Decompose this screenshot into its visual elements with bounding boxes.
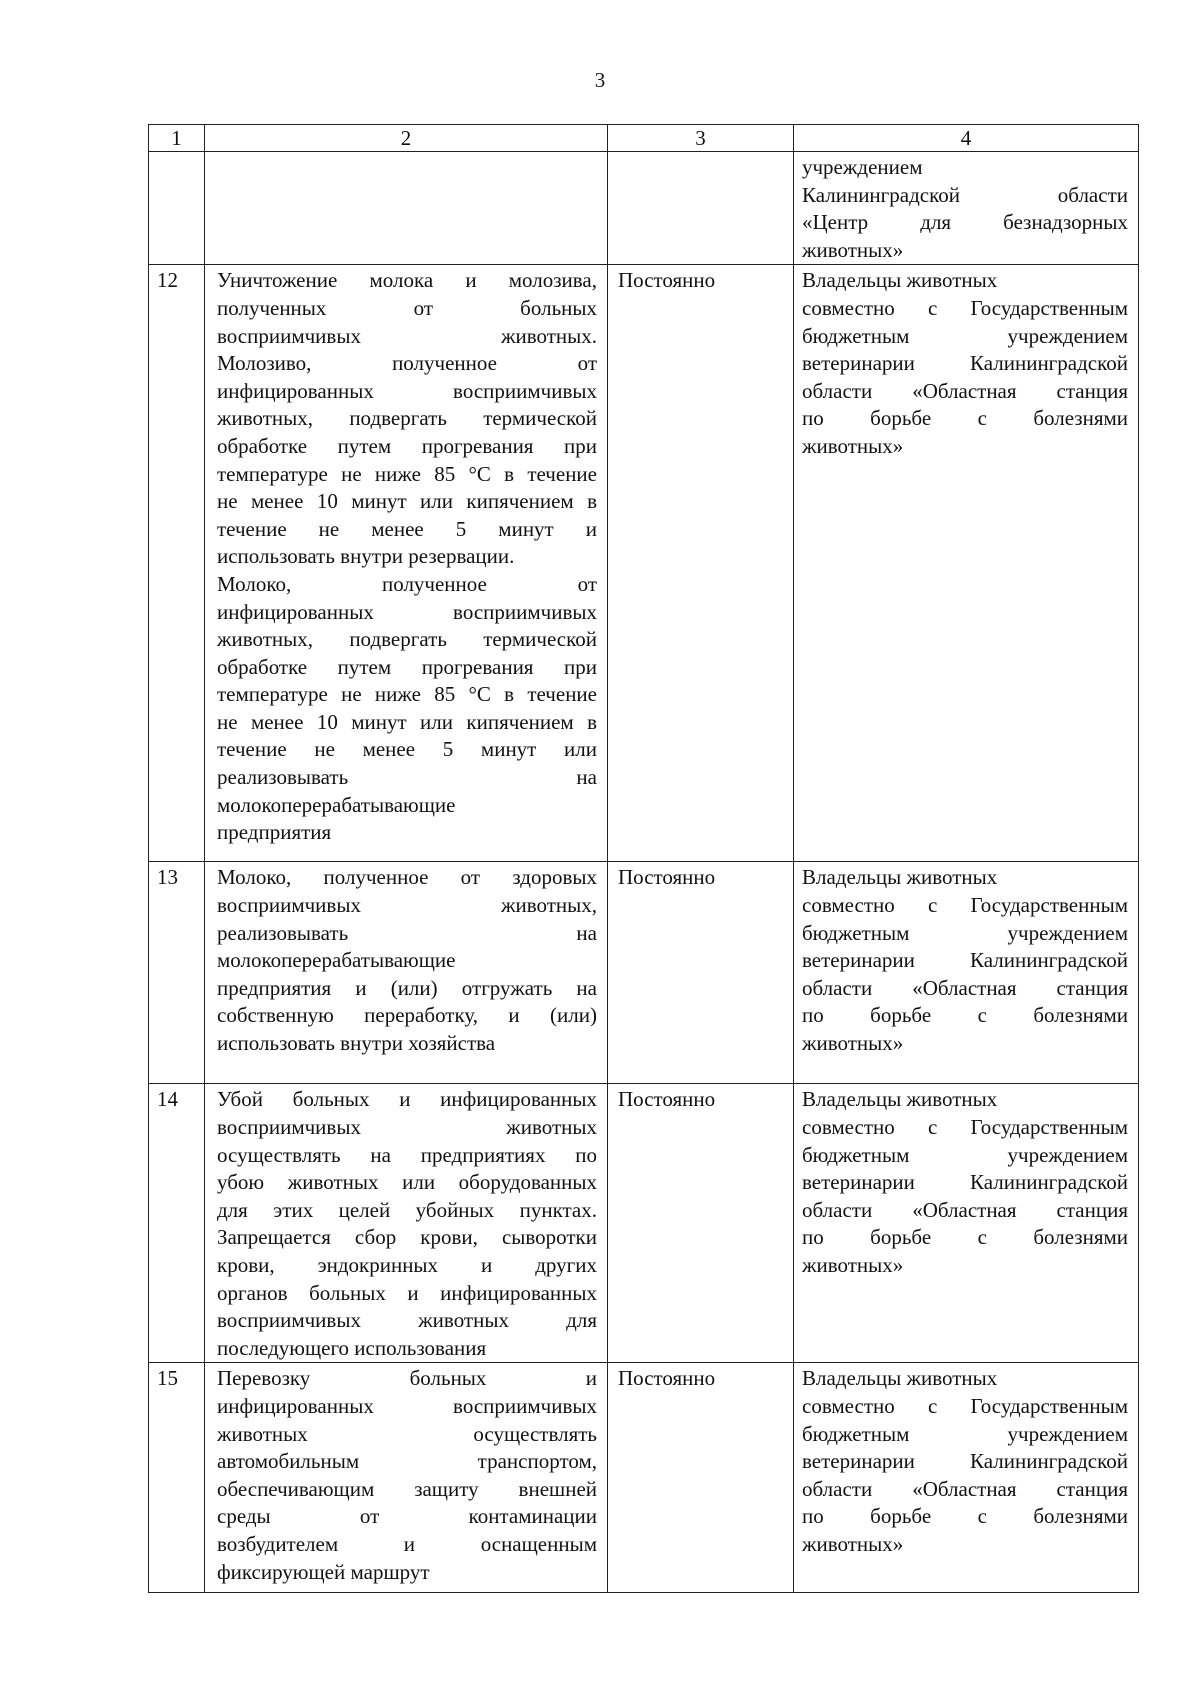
action-line: возбудителем и оснащенным [217, 1531, 597, 1556]
action-line: фиксирующей маршрут [217, 1559, 430, 1584]
responsible-line: совместно с Государственным [802, 1393, 1128, 1418]
responsible-line: ветеринарии Калининградской [802, 351, 1128, 376]
responsible-line: бюджетным учреждением [802, 1421, 1128, 1446]
responsible-cell [794, 152, 1139, 265]
term-cell: Постоянно [608, 1084, 794, 1363]
row-number: 14 [149, 1084, 205, 1363]
responsible-line: по борьбе с болезнями [802, 406, 1128, 431]
responsible-line: области «Областная станция [802, 1197, 1128, 1222]
action-line: осуществлять на предприятиях по [217, 1142, 597, 1167]
responsible-line: по борьбе с болезнями [802, 1225, 1128, 1250]
responsible-line: совместно с Государственным [802, 1114, 1128, 1139]
action-line: обеспечивающим защиту внешней [217, 1476, 597, 1501]
action-line: инфицированных восприимчивых [217, 378, 597, 403]
action-line: инфицированных восприимчивых [217, 599, 597, 624]
action-line: Молоко, полученное от [217, 571, 597, 596]
measures-table [148, 124, 1139, 1593]
responsible-line: Владельцы животных [802, 1366, 998, 1391]
responsible-cell [794, 862, 1139, 1084]
row-number: 13 [149, 862, 205, 1084]
responsible-cell [794, 265, 1139, 862]
action-line: полученных от больных [217, 295, 597, 320]
responsible-line: области «Областная станция [802, 975, 1128, 1000]
header-cell: 3 [608, 125, 794, 152]
action-line: Уничтожение молока и молозива, [217, 268, 597, 293]
table-header-row [149, 125, 1139, 152]
header-cell: 4 [794, 125, 1139, 152]
action-line: для этих целей убойных пунктах. [217, 1197, 597, 1222]
action-line: течение не менее 5 минут и [217, 516, 597, 541]
header-cell: 1 [149, 125, 205, 152]
action-line: животных, подвергать термической [217, 627, 597, 652]
responsible-cell [794, 1084, 1139, 1363]
action-line: животных, подвергать термической [217, 406, 597, 431]
action-line: обработке путем прогревания при [217, 433, 597, 458]
responsible-line: бюджетным учреждением [802, 920, 1128, 945]
term-cell [608, 152, 794, 265]
action-line: использовать внутри резервации. [217, 544, 515, 569]
action-cell [205, 862, 608, 1084]
action-line: Убой больных и инфицированных [217, 1087, 597, 1112]
term-cell: Постоянно [608, 1363, 794, 1593]
action-line: Перевозку больных и [217, 1366, 597, 1391]
table-row-continuation [149, 152, 1139, 265]
num-cell [149, 152, 205, 265]
responsible-line: ветеринарии Калининградской [802, 1170, 1128, 1195]
action-line: восприимчивых животных, [217, 892, 597, 917]
action-line: реализовывать на [217, 765, 597, 790]
responsible-line: животных» [802, 1030, 904, 1055]
responsible-line: ветеринарии Калининградской [802, 948, 1128, 973]
action-line: реализовывать на [217, 920, 597, 945]
responsible-line: совместно с Государственным [802, 295, 1128, 320]
action-line: собственную переработку, и (или) [217, 1003, 597, 1028]
action-line: молокоперерабатывающие [217, 792, 456, 817]
responsible-line: бюджетным учреждением [802, 323, 1128, 348]
table-row-12 [149, 265, 1139, 862]
action-line: восприимчивых животных. [217, 323, 597, 348]
responsible-line: бюджетным учреждением [802, 1142, 1128, 1167]
responsible-line: совместно с Государственным [802, 892, 1128, 917]
responsible-line: области «Областная станция [802, 1476, 1128, 1501]
responsible-line: ветеринарии Калининградской [802, 1449, 1128, 1474]
term-cell: Постоянно [608, 862, 794, 1084]
responsible-line: животных» [802, 1252, 904, 1277]
responsible-line: Владельцы животных [802, 865, 998, 890]
action-line: температуре не ниже 85 °С в течение [217, 461, 597, 486]
cell-line: «Центр для безнадзорных [802, 210, 1128, 235]
cell-line: животных» [802, 237, 904, 262]
action-line: крови, эндокринных и других [217, 1252, 597, 1277]
cell-line: учреждением [802, 155, 923, 179]
action-line: обработке путем прогревания при [217, 654, 597, 679]
responsible-line: животных» [802, 1531, 904, 1556]
cell-line: Калининградской области [802, 182, 1128, 207]
responsible-line: области «Областная станция [802, 378, 1128, 403]
action-line: восприимчивых животных для [217, 1308, 597, 1333]
responsible-line: животных» [802, 433, 904, 458]
action-cell [205, 1363, 608, 1593]
responsible-line: по борьбе с болезнями [802, 1504, 1128, 1529]
responsible-cell [794, 1363, 1139, 1593]
action-line: последующего использования [217, 1335, 487, 1360]
action-line: среды от контаминации [217, 1504, 597, 1529]
action-line: предприятия [217, 820, 332, 845]
action-line: убою животных или оборудованных [217, 1170, 597, 1195]
action-line: не менее 10 минут или кипячением в [217, 709, 597, 734]
action-line: Молозиво, полученное от [217, 351, 597, 376]
action-line: предприятия и (или) отгружать на [217, 975, 597, 1000]
action-cell [205, 1084, 608, 1363]
page-number: 3 [594, 68, 606, 92]
responsible-line: Владельцы животных [802, 268, 998, 293]
action-line: температуре не ниже 85 °С в течение [217, 682, 597, 707]
action-line: Молоко, полученное от здоровых [217, 865, 597, 890]
responsible-line: по борьбе с болезнями [802, 1003, 1128, 1028]
action-line: использовать внутри хозяйства [217, 1030, 496, 1055]
action-cell [205, 152, 608, 265]
action-line: автомобильным транспортом, [217, 1449, 597, 1474]
action-cell [205, 265, 608, 862]
action-line: Запрещается сбор крови, сыворотки [217, 1225, 597, 1250]
action-line: молокоперерабатывающие [217, 948, 456, 973]
table-row-13 [149, 862, 1139, 1084]
responsible-line: Владельцы животных [802, 1087, 998, 1112]
table-row-14 [149, 1084, 1139, 1363]
header-cell: 2 [205, 125, 608, 152]
action-line: течение не менее 5 минут или [217, 737, 597, 762]
action-line: инфицированных восприимчивых [217, 1393, 597, 1418]
row-number: 15 [149, 1363, 205, 1593]
action-line: не менее 10 минут или кипячением в [217, 489, 597, 514]
action-line: восприимчивых животных [217, 1114, 597, 1139]
row-number: 12 [149, 265, 205, 862]
term-cell: Постоянно [608, 265, 794, 862]
action-line: животных осуществлять [217, 1421, 597, 1446]
action-line: органов больных и инфицированных [217, 1280, 597, 1305]
table-row-15 [149, 1363, 1139, 1593]
